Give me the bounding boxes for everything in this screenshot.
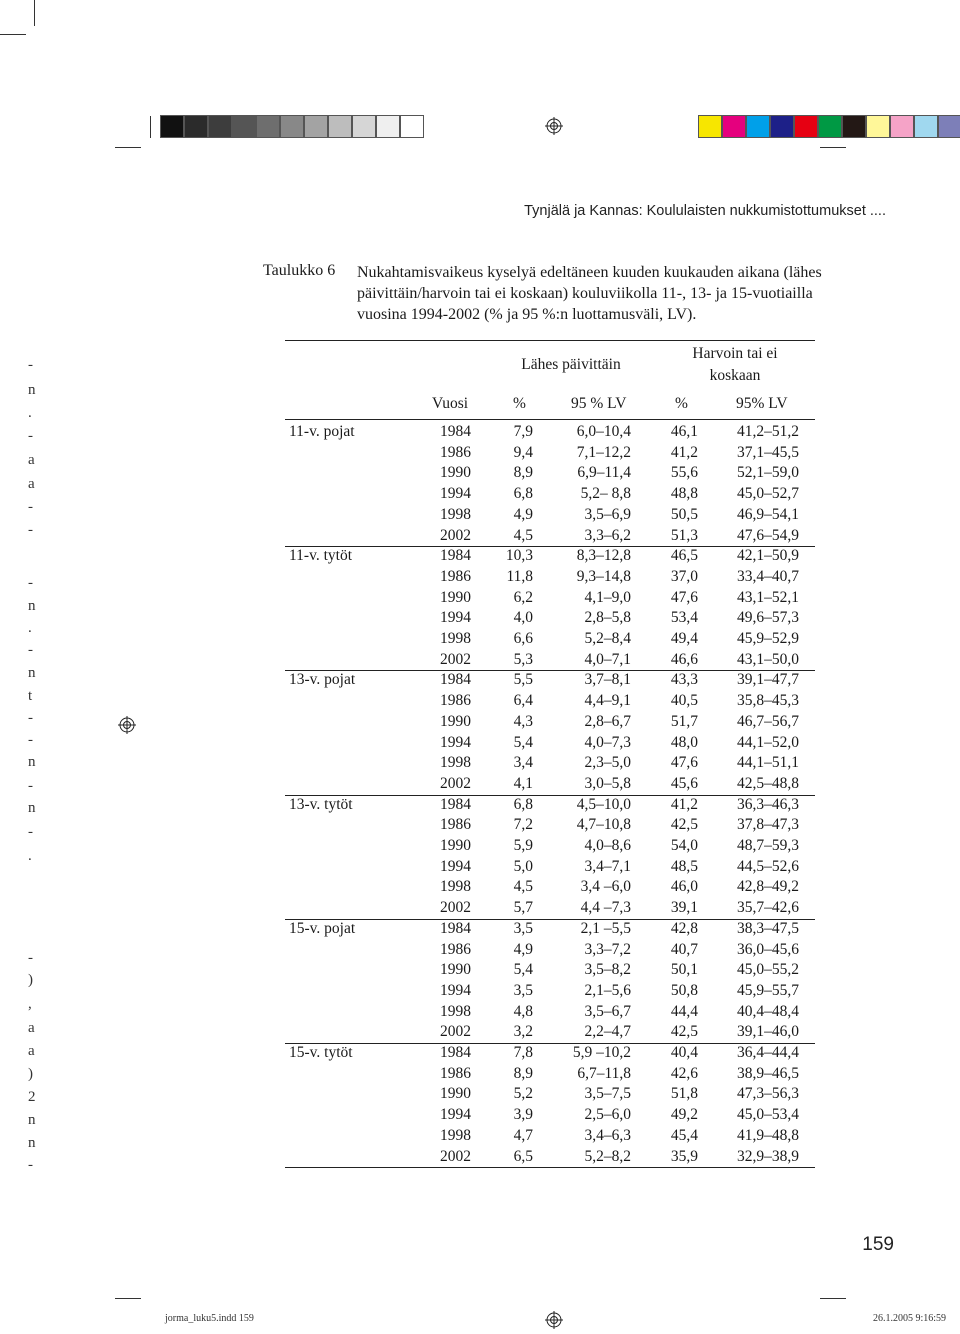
column-header-pct1: % (513, 395, 526, 412)
gutter-fragment: - (28, 499, 33, 515)
table-cell-year: 1984 (440, 547, 471, 565)
table-cell-year: 1984 (440, 919, 471, 937)
table-cell-ci1: 3,3–7,2 (584, 940, 631, 958)
running-head: Tynjälä ja Kannas: Koululaisten nukkumistottumukset .... (524, 203, 886, 219)
table-cell-ci2: 47,3–56,3 (737, 1085, 799, 1103)
group-separator-rule (285, 919, 815, 920)
table-cell-ci2: 47,6–54,9 (737, 526, 799, 544)
table-cell-pct2: 46,5 (670, 547, 698, 565)
color-swatch (280, 115, 304, 138)
table-cell-ci2: 45,0–53,4 (737, 1106, 799, 1124)
table-cell-year: 1998 (440, 505, 471, 523)
color-swatch (890, 115, 914, 138)
table-cell-ci1: 4,1–9,0 (584, 588, 631, 606)
color-swatch (818, 115, 842, 138)
gutter-fragment: - (28, 428, 33, 444)
crop-mark-top-left-horizontal (0, 34, 26, 35)
gutter-fragment: n (28, 800, 36, 816)
table-cell-pct1: 10,3 (505, 547, 533, 565)
table-cell-ci1: 3,5–6,9 (584, 505, 631, 523)
table-cell-pct1: 4,0 (513, 609, 533, 627)
gutter-fragment: a (28, 476, 35, 492)
table-cell-ci1: 2,2–4,7 (584, 1023, 631, 1041)
table-cell-ci2: 44,5–52,6 (737, 857, 799, 875)
table-cell-pct2: 39,1 (670, 899, 698, 917)
gutter-fragment: . (28, 405, 32, 421)
table-cell-ci2: 40,4–48,4 (737, 1002, 799, 1020)
table-cell-pct2: 46,1 (670, 423, 698, 440)
table-cell-ci1: 4,0–7,1 (584, 650, 631, 668)
table-cell-ci2: 45,0–52,7 (737, 485, 799, 503)
table-cell-ci2: 49,6–57,3 (737, 609, 799, 627)
table-cell-pct1: 3,9 (513, 1106, 533, 1124)
table-cell-year: 1994 (440, 857, 471, 875)
table-cell-pct2: 45,6 (670, 774, 698, 792)
table-cell-ci1: 4,7–10,8 (576, 816, 631, 834)
table-cell-pct1: 4,1 (513, 774, 533, 792)
table-cell-pct2: 42,5 (670, 1023, 698, 1041)
table-cell-year: 1986 (440, 816, 471, 834)
table-cell-ci1: 4,4 –7,3 (580, 899, 631, 917)
table-cell-ci1: 9,3–14,8 (576, 567, 631, 585)
table-cell-pct2: 48,8 (670, 485, 698, 503)
gutter-fragment: - (28, 575, 33, 591)
column-header-ci2: 95% LV (736, 395, 788, 412)
group-separator-rule (285, 670, 815, 671)
footer-timestamp: 26.1.2005 9:16:59 (872, 1313, 946, 1324)
table-top-rule (285, 340, 815, 341)
table-cell-ci2: 41,9–48,8 (737, 1126, 799, 1144)
table-cell-pct2: 41,2 (670, 795, 698, 813)
color-swatch (328, 115, 352, 138)
table-cell-ci1: 2,1 –5,5 (580, 919, 631, 937)
table-cell-pct1: 4,5 (513, 526, 533, 544)
table-cell-pct1: 5,0 (513, 857, 533, 875)
crop-mark-bottom-left-horizontal (115, 1298, 141, 1299)
table-cell-ci1: 2,8–6,7 (584, 712, 631, 730)
table-cell-ci2: 46,7–56,7 (737, 712, 799, 730)
table-cell-pct2: 40,7 (670, 940, 698, 958)
color-swatch (866, 115, 890, 138)
table-cell-ci2: 48,7–59,3 (737, 837, 799, 854)
table-cell-pct1: 5,3 (513, 650, 533, 668)
gutter-fragment: ) (28, 1066, 33, 1082)
table-cell-ci2: 35,7–42,6 (737, 899, 799, 917)
registration-mark-icon (118, 716, 136, 734)
column-header-ci1: 95 % LV (571, 395, 627, 412)
table-cell-ci2: 39,1–46,0 (737, 1023, 799, 1041)
color-swatch (208, 115, 232, 138)
table-cell-year: 2002 (440, 650, 471, 668)
gutter-fragment: - (28, 1157, 33, 1173)
table-cell-year: 1998 (440, 754, 471, 772)
table-cell-pct1: 4,3 (513, 712, 533, 730)
table-cell-year: 1998 (440, 630, 471, 647)
color-swatch (376, 115, 400, 138)
table-cell-year: 2002 (440, 1147, 471, 1165)
table-cell-ci1: 6,7–11,8 (577, 1064, 631, 1082)
column-header-pct2: % (675, 395, 688, 412)
table-cell-pct2: 35,9 (670, 1147, 698, 1165)
table-cell-year: 1986 (440, 940, 471, 958)
table-cell-pct1: 5,4 (513, 961, 533, 979)
gutter-fragment: n (28, 754, 36, 770)
table-cell-ci1: 3,5–8,2 (584, 961, 631, 979)
table-cell-pct1: 11,8 (506, 567, 533, 585)
color-swatch (184, 115, 208, 138)
table-cell-pct2: 48,5 (670, 857, 698, 875)
table-cell-ci1: 5,2–8,2 (584, 1147, 631, 1165)
table-cell-ci1: 6,9–11,4 (577, 464, 631, 482)
table-cell-year: 1990 (440, 961, 471, 979)
gutter-fragment: - (28, 950, 33, 966)
table-cell-pct1: 7,2 (513, 816, 533, 834)
table-cell-ci1: 4,0–8,6 (584, 837, 631, 854)
table-cell-pct2: 40,4 (670, 1044, 698, 1061)
table-cell-pct2: 42,8 (670, 919, 698, 937)
table-cell-pct2: 49,4 (670, 630, 698, 647)
gutter-fragment: a (28, 1020, 35, 1036)
table-cell-year: 1984 (440, 1044, 471, 1061)
table-cell-ci1: 5,9 –10,2 (572, 1044, 631, 1061)
table-cell-pct2: 50,1 (670, 961, 698, 979)
group-separator-rule (285, 795, 815, 796)
table-cell-pct2: 37,0 (670, 567, 698, 585)
table-cell-pct1: 5,4 (513, 733, 533, 751)
crop-mark-left-bar (150, 116, 151, 138)
table-cell-ci1: 3,5–6,7 (584, 1002, 631, 1020)
table-cell-pct2: 41,2 (670, 443, 698, 461)
table-cell-pct2: 55,6 (670, 464, 698, 482)
table-cell-year: 1990 (440, 837, 471, 854)
table-cell-pct2: 51,7 (670, 712, 698, 730)
table-cell-ci2: 43,1–50,0 (737, 650, 799, 668)
table-cell-ci2: 45,9–52,9 (737, 630, 799, 647)
table-cell-pct2: 50,8 (670, 981, 698, 999)
table-cell-year: 1994 (440, 1106, 471, 1124)
color-swatch (232, 115, 256, 138)
table-cell-year: 1998 (440, 878, 471, 896)
table-cell-pct2: 47,6 (670, 754, 698, 772)
table-cell-year: 1984 (440, 423, 471, 440)
table-cell-ci2: 35,8–45,3 (737, 692, 799, 710)
registration-mark-icon (545, 117, 563, 135)
table-cell-ci1: 7,1–12,2 (576, 443, 631, 461)
table-cell-pct1: 6,8 (513, 485, 533, 503)
color-swatch (794, 115, 818, 138)
group-label: 15-v. tytöt (289, 1044, 353, 1061)
table-cell-year: 1994 (440, 733, 471, 751)
gutter-fragment: ) (28, 972, 33, 988)
table-cell-ci1: 3,4 –6,0 (580, 878, 631, 896)
table-cell-pct1: 3,5 (513, 919, 533, 937)
registration-mark-icon (545, 1311, 563, 1329)
group-separator-rule (285, 1043, 815, 1044)
group-label: 15-v. pojat (289, 919, 356, 937)
table-bottom-rule (285, 1167, 815, 1168)
table-caption-label: Taulukko 6 (263, 262, 336, 279)
table-cell-year: 1990 (440, 588, 471, 606)
color-swatch (256, 115, 280, 138)
table-cell-pct2: 51,3 (670, 526, 698, 544)
table-cell-year: 1994 (440, 609, 471, 627)
table-cell-year: 2002 (440, 774, 471, 792)
table-cell-pct1: 3,5 (513, 981, 533, 999)
table-cell-ci2: 46,9–54,1 (737, 505, 799, 523)
table-cell-pct1: 7,8 (513, 1044, 533, 1061)
table-cell-pct2: 54,0 (670, 837, 698, 854)
group-label: 13-v. tytöt (289, 795, 353, 813)
table-cell-pct1: 4,5 (513, 878, 533, 896)
footer-file-name: jorma_luku5.indd 159 (165, 1313, 254, 1324)
column-header-year: Vuosi (432, 395, 469, 412)
table-cell-year: 1990 (440, 464, 471, 482)
table-cell-pct1: 6,6 (513, 630, 533, 647)
table-cell-year: 1986 (440, 443, 471, 461)
gutter-fragment: - (28, 642, 33, 658)
table-cell-year: 2002 (440, 1023, 471, 1041)
table-cell-ci2: 41,2–51,2 (737, 423, 799, 440)
table-cell-pct2: 40,5 (670, 692, 698, 710)
table-cell-pct1: 5,9 (513, 837, 533, 854)
table-cell-year: 1994 (440, 485, 471, 503)
table-cell-ci1: 5,2–8,4 (584, 630, 631, 647)
table-cell-pct2: 46,0 (670, 878, 698, 896)
table-cell-pct2: 42,5 (670, 816, 698, 834)
gutter-fragment: n (28, 598, 36, 614)
crop-mark-top-horizontal (115, 147, 141, 148)
table-cell-year: 1984 (440, 671, 471, 689)
group-header-daily: Lähes päivittäin (521, 356, 621, 373)
table-cell-pct1: 9,4 (513, 443, 533, 461)
process-color-bar (698, 115, 960, 138)
table-cell-ci2: 45,9–55,7 (737, 981, 799, 999)
gutter-fragment: n (28, 1112, 36, 1128)
table-header-rule (285, 419, 815, 420)
table-cell-ci2: 38,9–46,5 (737, 1064, 799, 1082)
table-cell-year: 1990 (440, 712, 471, 730)
table-cell-ci2: 36,0–45,6 (737, 940, 799, 958)
table-cell-ci2: 36,3–46,3 (737, 795, 799, 813)
table-cell-year: 1998 (440, 1126, 471, 1144)
gutter-fragment: - (28, 732, 33, 748)
table-cell-pct2: 44,4 (670, 1002, 698, 1020)
gutter-fragment: a (28, 452, 35, 468)
color-swatch (304, 115, 328, 138)
table-cell-pct1: 4,9 (513, 940, 533, 958)
table-cell-pct1: 7,9 (513, 423, 533, 440)
gutter-fragment: n (28, 382, 36, 398)
table-cell-year: 2002 (440, 899, 471, 917)
table-cell-ci1: 6,0–10,4 (576, 423, 631, 440)
table-cell-ci2: 36,4–44,4 (737, 1044, 799, 1061)
table-cell-pct2: 53,4 (670, 609, 698, 627)
color-swatch (842, 115, 866, 138)
table-cell-ci2: 39,1–47,7 (737, 671, 799, 689)
crop-mark-top-right-horizontal (820, 147, 846, 148)
table-cell-ci2: 33,4–40,7 (737, 567, 799, 585)
color-swatch (400, 115, 424, 138)
table-cell-pct1: 4,7 (513, 1126, 533, 1144)
table-cell-pct1: 6,5 (513, 1147, 533, 1165)
gutter-fragment: t (28, 688, 33, 704)
table-cell-ci1: 3,3–6,2 (584, 526, 631, 544)
table-cell-ci1: 5,2– 8,8 (580, 485, 631, 503)
table-cell-ci1: 4,0–7,3 (584, 733, 631, 751)
table-cell-year: 1990 (440, 1085, 471, 1103)
table-cell-ci2: 32,9–38,9 (737, 1147, 799, 1165)
color-swatch (352, 115, 376, 138)
group-separator-rule (285, 546, 815, 547)
table-cell-pct1: 3,2 (513, 1023, 533, 1041)
group-header-rarely-line2: koskaan (709, 367, 761, 384)
gutter-fragment: - (28, 710, 33, 726)
gutter-fragment: - (28, 778, 33, 794)
table-cell-ci1: 4,4–9,1 (584, 692, 631, 710)
table-cell-year: 2002 (440, 526, 471, 544)
color-swatch (722, 115, 746, 138)
table-cell-pct1: 6,2 (513, 588, 533, 606)
table-cell-ci1: 3,4–7,1 (584, 857, 631, 875)
gutter-fragment: - (28, 357, 33, 373)
table-cell-ci1: 2,8–5,8 (584, 609, 631, 627)
table-cell-ci1: 2,3–5,0 (584, 754, 631, 772)
gutter-fragment: a (28, 1043, 35, 1059)
table-cell-pct1: 6,8 (513, 795, 533, 813)
table-cell-year: 1986 (440, 567, 471, 585)
table-cell-ci1: 3,5–7,5 (584, 1085, 631, 1103)
group-label: 11-v. tytöt (289, 547, 352, 565)
group-label: 13-v. pojat (289, 671, 356, 689)
table-cell-ci2: 37,1–45,5 (737, 443, 799, 461)
table-cell-year: 1986 (440, 1064, 471, 1082)
table-cell-ci2: 43,1–52,1 (737, 588, 799, 606)
table-cell-ci1: 2,1–5,6 (584, 981, 631, 999)
crop-mark-bottom-right-horizontal (820, 1298, 846, 1299)
gutter-fragment: 2 (28, 1089, 36, 1105)
table-cell-pct1: 8,9 (513, 1064, 533, 1082)
gutter-fragment: n (28, 665, 36, 681)
table-cell-ci2: 52,1–59,0 (737, 464, 799, 482)
table-cell-ci1: 8,3–12,8 (576, 547, 631, 565)
color-swatch (746, 115, 770, 138)
color-swatch (698, 115, 722, 138)
table-cell-pct2: 50,5 (670, 505, 698, 523)
table-cell-pct1: 5,7 (513, 899, 533, 917)
table-cell-pct2: 51,8 (670, 1085, 698, 1103)
table-cell-pct1: 5,5 (513, 671, 533, 689)
gutter-fragment: - (28, 824, 33, 840)
gutter-fragment: . (28, 620, 32, 636)
table-cell-ci2: 42,8–49,2 (737, 878, 799, 896)
table-cell-ci1: 2,5–6,0 (584, 1106, 631, 1124)
crop-mark-top-left-vertical (34, 0, 35, 26)
color-swatch (770, 115, 794, 138)
group-label: 11-v. pojat (289, 423, 355, 440)
table-cell-ci2: 42,1–50,9 (737, 547, 799, 565)
table-cell-year: 1998 (440, 1002, 471, 1020)
table-cell-year: 1986 (440, 692, 471, 710)
color-swatch (914, 115, 938, 138)
color-swatch (938, 115, 960, 138)
table-cell-pct1: 5,2 (513, 1085, 533, 1103)
table-cell-pct1: 8,9 (513, 464, 533, 482)
table-cell-ci2: 37,8–47,3 (737, 816, 799, 834)
table-cell-pct2: 45,4 (670, 1126, 698, 1144)
table-cell-ci1: 3,7–8,1 (584, 671, 631, 689)
table-cell-ci2: 44,1–51,1 (737, 754, 799, 772)
table-cell-pct1: 4,9 (513, 505, 533, 523)
gray-color-bar (160, 115, 424, 138)
table-cell-ci2: 44,1–52,0 (737, 733, 799, 751)
table-cell-ci2: 42,5–48,8 (737, 774, 799, 792)
table-cell-year: 1984 (440, 795, 471, 813)
table-cell-ci2: 38,3–47,5 (737, 919, 799, 937)
table-cell-pct2: 47,6 (670, 588, 698, 606)
table-cell-ci2: 45,0–55,2 (737, 961, 799, 979)
table-cell-pct2: 49,2 (670, 1106, 698, 1124)
gutter-fragment: . (28, 848, 32, 864)
gutter-fragment: - (28, 522, 33, 538)
table-cell-pct1: 6,4 (513, 692, 533, 710)
table-cell-year: 1994 (440, 981, 471, 999)
table-cell-pct2: 42,6 (670, 1064, 698, 1082)
table-cell-ci1: 3,0–5,8 (584, 774, 631, 792)
table-cell-pct2: 48,0 (670, 733, 698, 751)
gutter-fragment: , (28, 996, 32, 1012)
table-cell-pct2: 43,3 (670, 671, 698, 689)
group-header-rarely-line1: Harvoin tai ei (692, 345, 778, 362)
page-number: 159 (862, 1234, 894, 1255)
table-cell-ci1: 3,4–6,3 (584, 1126, 631, 1144)
table-caption-text: Nukahtamisvaikeus kyselyä edeltäneen kuuden kuukauden aikana (lähes päivittäin/harvoin tai ei koskaan) kouluviikolla 11-, 13- ja 15-vuotiailla vuosina 1994-2002 (% ja 95 %:n luottamusväli, LV). (357, 264, 822, 323)
table-cell-pct1: 3,4 (513, 754, 533, 772)
table-cell-ci1: 4,5–10,0 (576, 795, 631, 813)
gutter-fragment: n (28, 1135, 36, 1151)
table-cell-pct2: 46,6 (670, 650, 698, 668)
color-swatch (160, 115, 184, 138)
table-cell-pct1: 4,8 (513, 1002, 533, 1020)
